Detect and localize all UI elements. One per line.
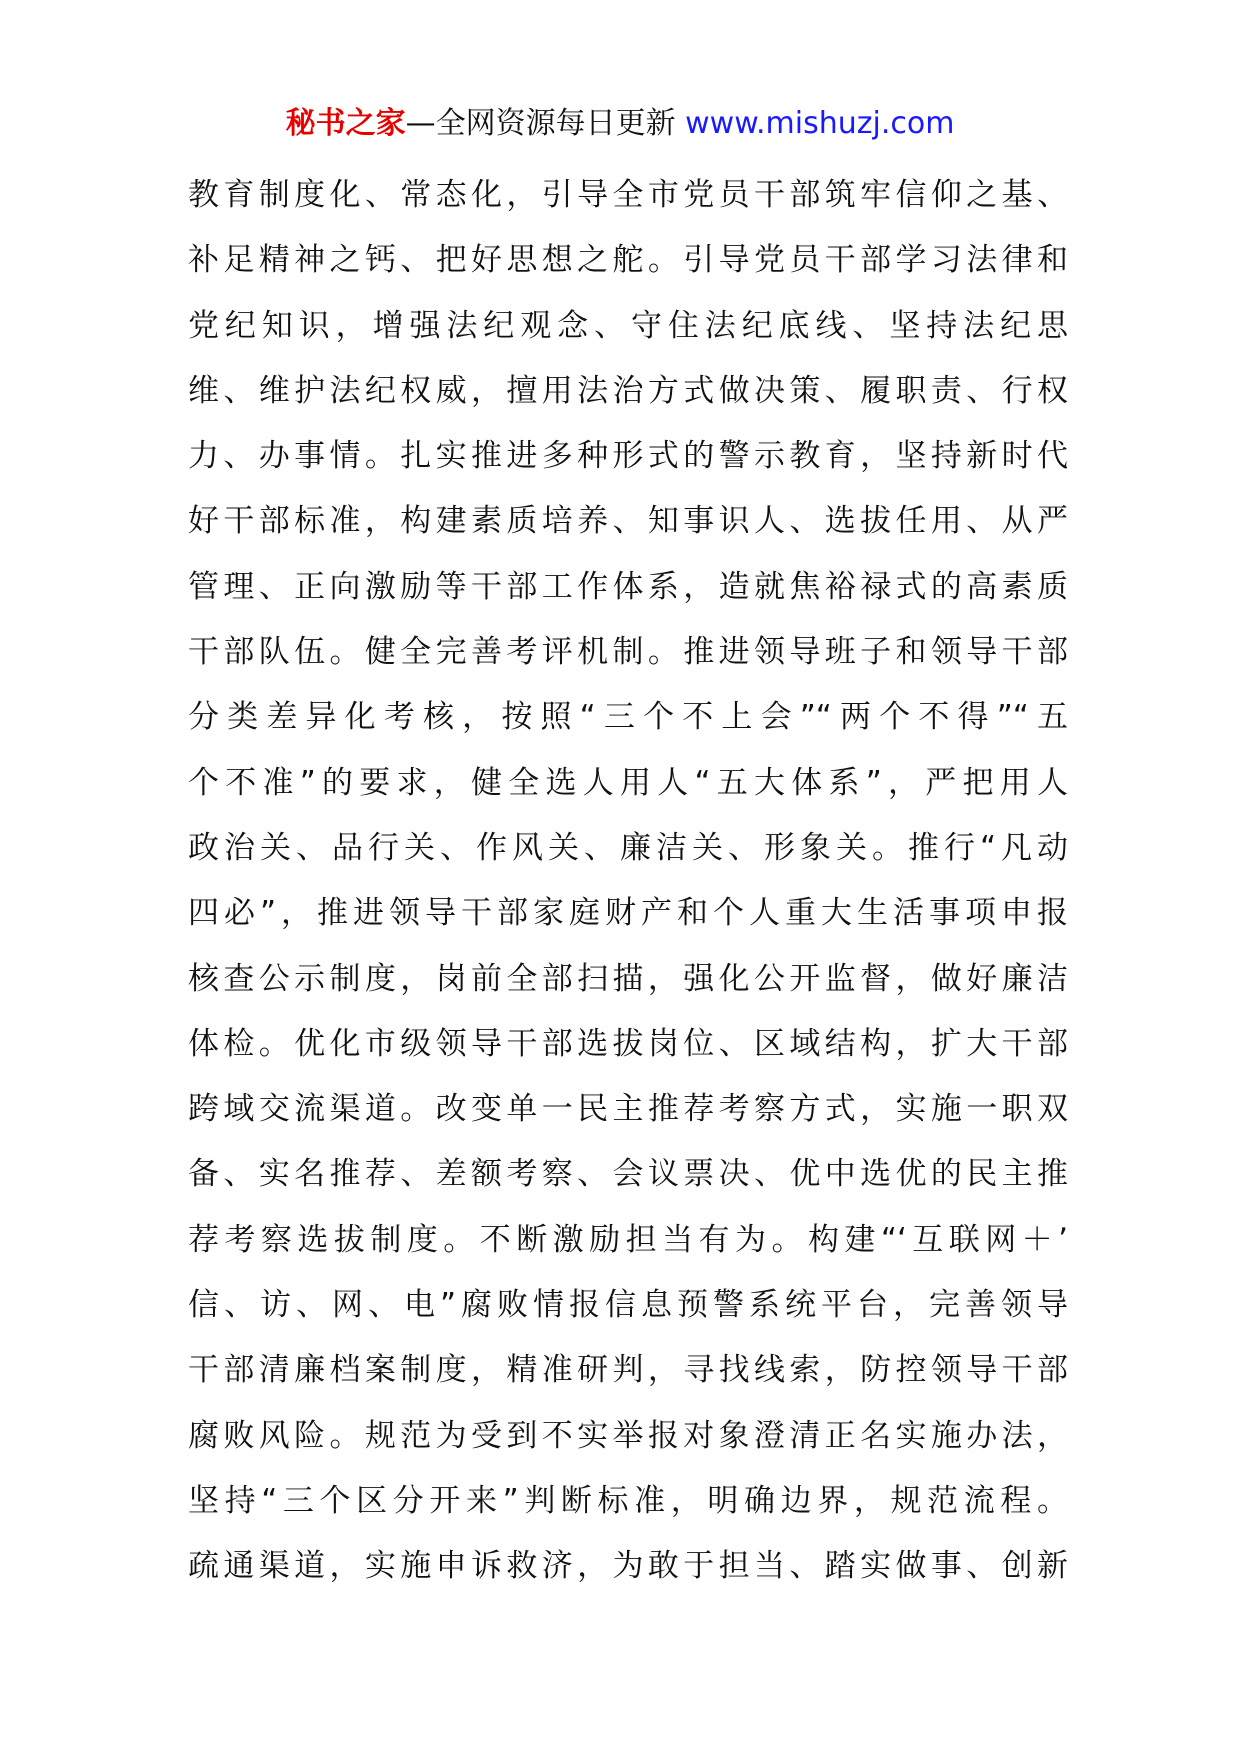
text-line: 分类差异化考核，按照“三个不上会”“两个不得”“五 bbox=[188, 699, 1068, 736]
text-line: 补足精神之钙、把好思想之舵。引导党员干部学习法律和 bbox=[188, 242, 1068, 279]
text-line: 核查公示制度，岗前全部扫描，强化公开监督，做好廉洁 bbox=[188, 960, 1068, 997]
text-line: 管理、正向激励等干部工作体系，造就焦裕禄式的高素质 bbox=[188, 568, 1068, 605]
header-tagline: —全网资源每日更新 bbox=[405, 106, 686, 141]
text-line: 信、访、网、电”腐败情报信息预警系统平台，完善领导 bbox=[188, 1287, 1068, 1324]
text-line: 干部队伍。健全完善考评机制。推进领导班子和领导干部 bbox=[188, 634, 1068, 671]
text-line: 教育制度化、常态化，引导全市党员干部筑牢信仰之基、 bbox=[188, 177, 1068, 213]
site-url-link[interactable]: www.mishuzj.com bbox=[685, 106, 955, 141]
text-line: 荐考察选拔制度。不断激励担当有为。构建“‘互联网＋’ bbox=[188, 1221, 1068, 1258]
text-line: 党纪知识，增强法纪观念、守住法纪底线、坚持法纪思 bbox=[188, 307, 1068, 344]
text-line: 坚持“三个区分开来”判断标准，明确边界，规范流程。 bbox=[188, 1482, 1068, 1519]
text-line: 好干部标准，构建素质培养、知事识人、选拔任用、从严 bbox=[188, 503, 1068, 540]
text-line: 政治关、品行关、作风关、廉洁关、形象关。推行“凡动 bbox=[188, 829, 1068, 866]
brand-name: 秘书之家 bbox=[285, 106, 406, 141]
text-line: 跨域交流渠道。改变单一民主推荐考察方式，实施一职双 bbox=[188, 1091, 1068, 1128]
page-header bbox=[0, 96, 1240, 152]
text-line: 体检。优化市级领导干部选拔岗位、区域结构，扩大干部 bbox=[188, 1025, 1068, 1062]
text-line: 个不准”的要求，健全选人用人“五大体系”，严把用人 bbox=[188, 764, 1068, 801]
text-line: 四必”，推进领导干部家庭财产和个人重大生活事项申报 bbox=[188, 895, 1068, 932]
text-line: 干部清廉档案制度，精准研判，寻找线索，防控领导干部 bbox=[188, 1352, 1068, 1389]
text-line: 腐败风险。规范为受到不实举报对象澄清正名实施办法， bbox=[188, 1417, 1068, 1454]
text-line: 力、办事情。扎实推进多种形式的警示教育，坚持新时代 bbox=[188, 438, 1068, 475]
text-line: 疏通渠道，实施申诉救济，为敢于担当、踏实做事、创新 bbox=[188, 1548, 1068, 1585]
text-line: 维、维护法纪权威，擅用法治方式做决策、履职责、行权 bbox=[188, 372, 1068, 409]
body-paragraph bbox=[188, 163, 1068, 1600]
text-line: 备、实名推荐、差额考察、会议票决、优中选优的民主推 bbox=[188, 1156, 1068, 1193]
